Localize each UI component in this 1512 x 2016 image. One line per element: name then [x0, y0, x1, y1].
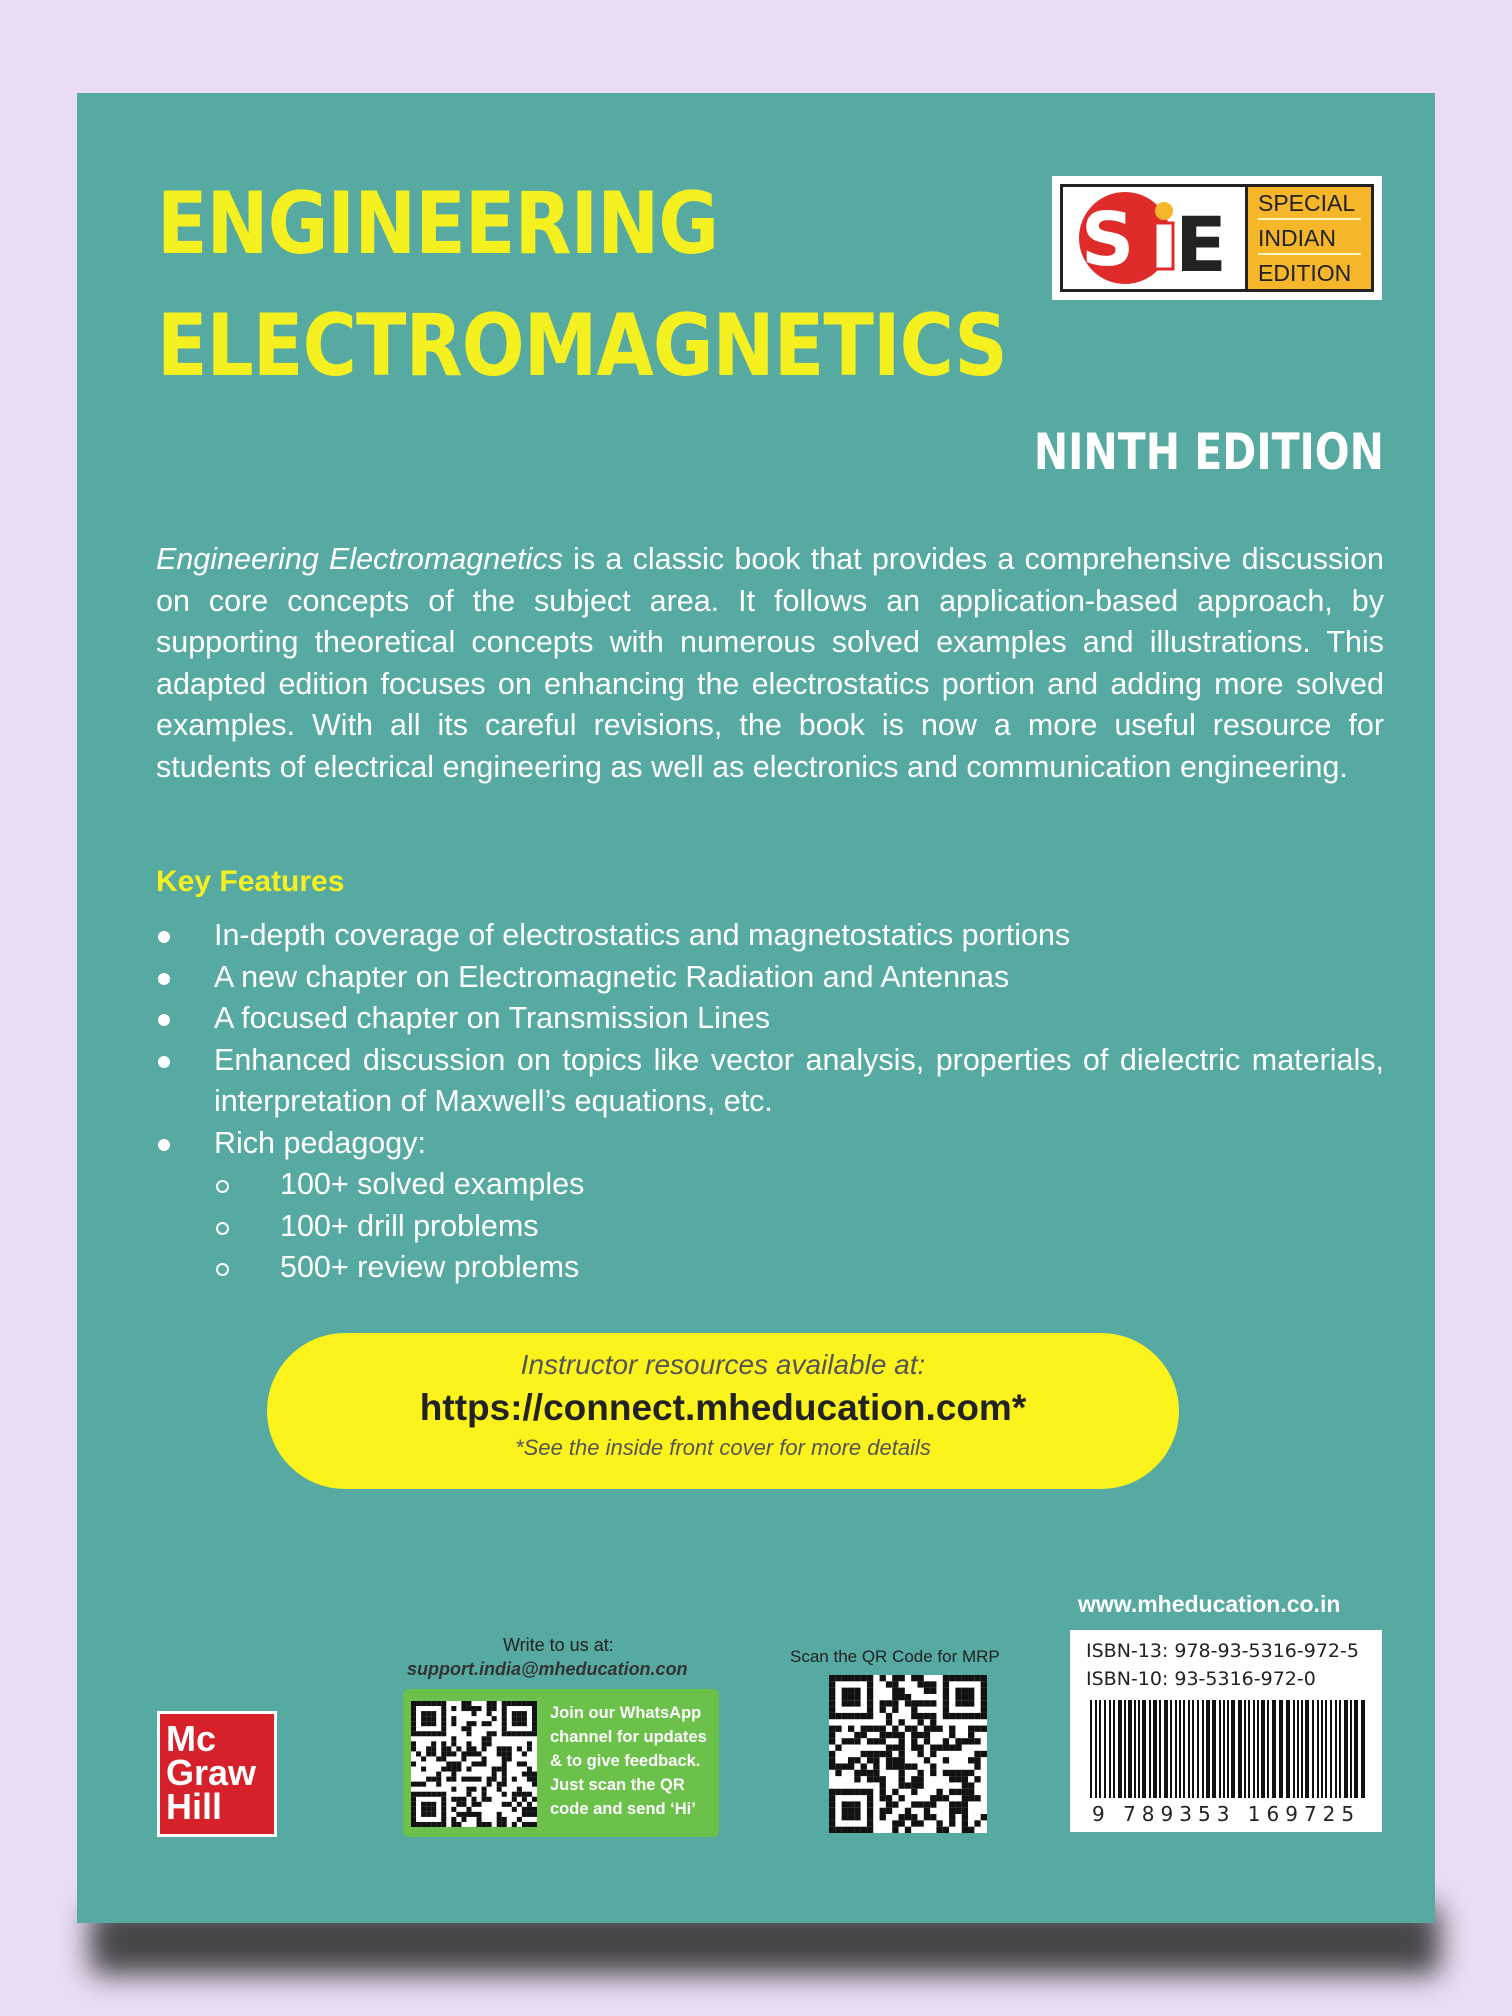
pedagogy-item: 500+ review problems	[214, 1247, 1384, 1289]
book-title	[157, 163, 1007, 407]
pedagogy-list	[214, 1164, 1384, 1289]
publisher-website[interactable]: www.mheducation.co.in	[1078, 1591, 1341, 1617]
key-features-heading: Key Features	[156, 865, 345, 898]
description-book-name: Engineering Electromagnetics	[156, 542, 563, 576]
sie-logo-graphic	[1063, 187, 1245, 289]
logo-line: Mc	[166, 1718, 217, 1759]
mrp-qr-code[interactable]	[829, 1675, 987, 1833]
whatsapp-box	[403, 1689, 719, 1837]
special-indian-edition-badge	[1052, 176, 1382, 300]
svg-text:E: E	[1175, 200, 1227, 289]
barcode	[1084, 1700, 1374, 1808]
barcode-digits: 9 789353 169725	[1092, 1802, 1361, 1826]
sie-word-edition: EDITION	[1258, 259, 1352, 286]
feature-item: In-depth coverage of electrostatics and magnetostatics portions	[156, 915, 1384, 957]
mrp-qr-label: Scan the QR Code for MRP	[790, 1647, 1000, 1666]
instructor-resources-note: *See the inside front cover for more details	[515, 1435, 931, 1460]
book-description	[156, 539, 1384, 788]
sie-words	[1248, 184, 1374, 292]
logo-line: Graw	[166, 1752, 257, 1793]
support-email[interactable]: support.india@mheducation.con	[407, 1659, 688, 1679]
title-line-2: ELECTROMAGNETICS	[157, 296, 1007, 396]
feature-item: Enhanced discussion on topics like vector analysis, properties of dielectric materials, interpretation of Maxwell’s equations, etc.	[156, 1040, 1384, 1123]
pedagogy-item: 100+ solved examples	[214, 1164, 1384, 1206]
svg-text:S: S	[1081, 197, 1135, 283]
isbn-13: ISBN-13: 978-93-5316-972-5	[1086, 1640, 1359, 1662]
book-back-cover	[77, 93, 1435, 1923]
description-text: is a classic book that provides a comprehensive discussion on core concepts of the subject area. It follows an application-based approach, by supporting theoretical concepts with numerous solved examples and illustrations. This adapted edition focuses on enhancing the electrostatics portion and adding more solved examples. With all its careful revisions, the book is now a more useful resource for students of electrical engineering as well as electronics and communication engineering.	[156, 542, 1384, 784]
instructor-resources-url[interactable]: https://connect.mheducation.com*	[419, 1387, 1027, 1428]
feature-item-label: Rich pedagogy:	[214, 1125, 426, 1160]
write-to-us-label: Write to us at:	[503, 1635, 614, 1655]
logo-line: Hill	[166, 1786, 223, 1827]
isbn-barcode-box	[1070, 1630, 1382, 1832]
feature-item: A new chapter on Electromagnetic Radiation and Antennas	[156, 957, 1384, 999]
edition-label: NINTH EDITION	[1033, 423, 1384, 481]
whatsapp-qr-code[interactable]	[411, 1701, 537, 1827]
key-features-list	[156, 915, 1384, 1289]
title-line-1: ENGINEERING	[157, 174, 719, 274]
sie-word-indian: INDIAN	[1258, 223, 1361, 255]
instructor-resources-label: Instructor resources available at:	[520, 1349, 926, 1380]
feature-item: A focused chapter on Transmission Lines	[156, 998, 1384, 1040]
feature-item-pedagogy	[156, 1123, 1384, 1289]
instructor-resources-banner	[267, 1333, 1179, 1489]
isbn-10: ISBN-10: 93-5316-972-0	[1086, 1668, 1316, 1690]
whatsapp-text: Join our WhatsApp channel for updates & to give feedback. Just scan the QR code and send ‘Hi’	[550, 1704, 707, 1818]
sie-logo	[1060, 184, 1248, 292]
pedagogy-item: 100+ drill problems	[214, 1206, 1384, 1248]
sie-word-special: SPECIAL	[1258, 188, 1361, 220]
mcgraw-hill-logo	[157, 1711, 277, 1837]
